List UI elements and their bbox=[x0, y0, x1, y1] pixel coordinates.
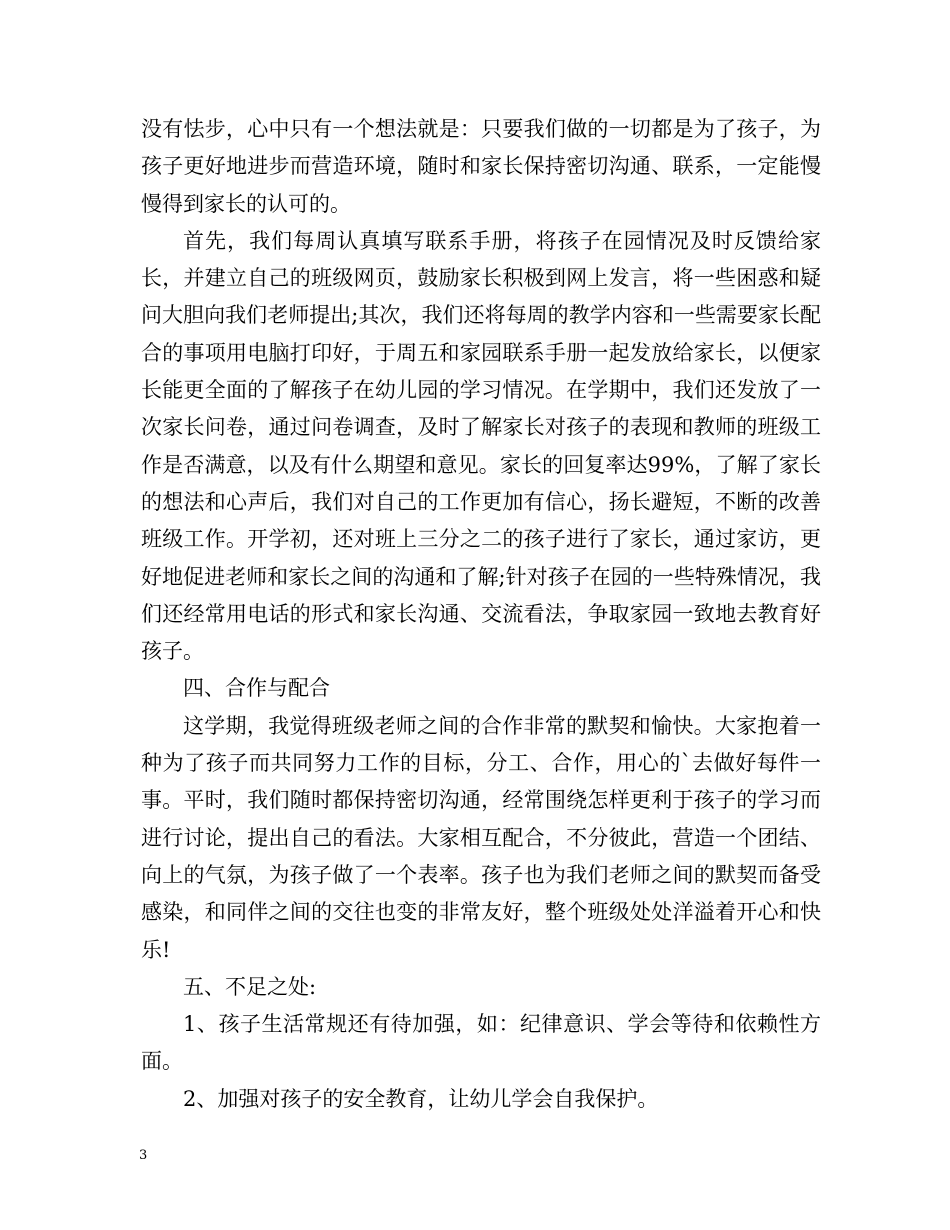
paragraph-3: 这学期，我觉得班级老师之间的合作非常的默契和愉快。大家抱着一种为了孩子而共同努力工作的目标，分工、合作，用心的`去做好每件一事。平时，我们随时都保持密切沟通，经常围绕怎样更利于孩子的学习而进行讨论，提出自己的看法。大家相互配合，不分彼此，营造一个团结、向上的气氛，为孩子做了一个表率。孩子也为我们老师之间的默契而备受感染，和同伴之间的交往也变的非常友好，整个班级处处洋溢着开心和快乐! bbox=[141, 713, 821, 962]
paragraph-1: 没有怯步，心中只有一个想法就是：只要我们做的一切都是为了孩子，为孩子更好地进步而营造环境，随时和家长保持密切沟通、联系，一定能慢慢得到家长的认可的。 bbox=[141, 117, 821, 216]
list-item-2: 2、加强对孩子的安全教育，让幼儿学会自我保护。 bbox=[183, 1086, 659, 1111]
document-body bbox=[141, 111, 821, 1118]
paragraph-2: 首先，我们每周认真填写联系手册，将孩子在园情况及时反馈给家长，并建立自己的班级网页，鼓励家长积极到网上发言，将一些困惑和疑问大胆向我们老师提出;其次，我们还将每周的教学内容和一些需要家长配合的事项用电脑打印好，于周五和家园联系手册一起发放给家长，以便家长能更全面的了解孩子在幼儿园的学习情况。在学期中，我们还发放了一次家长问卷，通过问卷调查，及时了解家长对孩子的表现和教师的班级工作是否满意，以及有什么期望和意见。家长的回复率达99%，了解了家长的想法和心声后，我们对自己的工作更加有信心，扬长避短，不断的改善班级工作。开学初，还对班上三分之二的孩子进行了家长，通过家访，更好地促进老师和家长之间的沟通和了解;针对孩子在园的一些特殊情况，我们还经常用电话的形式和家长沟通、交流看法，争取家园一致地去教育好孩子。 bbox=[141, 228, 821, 664]
section-heading-shortcomings: 五、不足之处: bbox=[183, 974, 317, 999]
page-number: 3 bbox=[139, 1148, 148, 1163]
list-item-1: 1、孩子生活常规还有待加强，如：纪律意识、学会等待和依赖性方面。 bbox=[141, 1012, 821, 1074]
section-heading-cooperation: 四、合作与配合 bbox=[183, 676, 330, 701]
